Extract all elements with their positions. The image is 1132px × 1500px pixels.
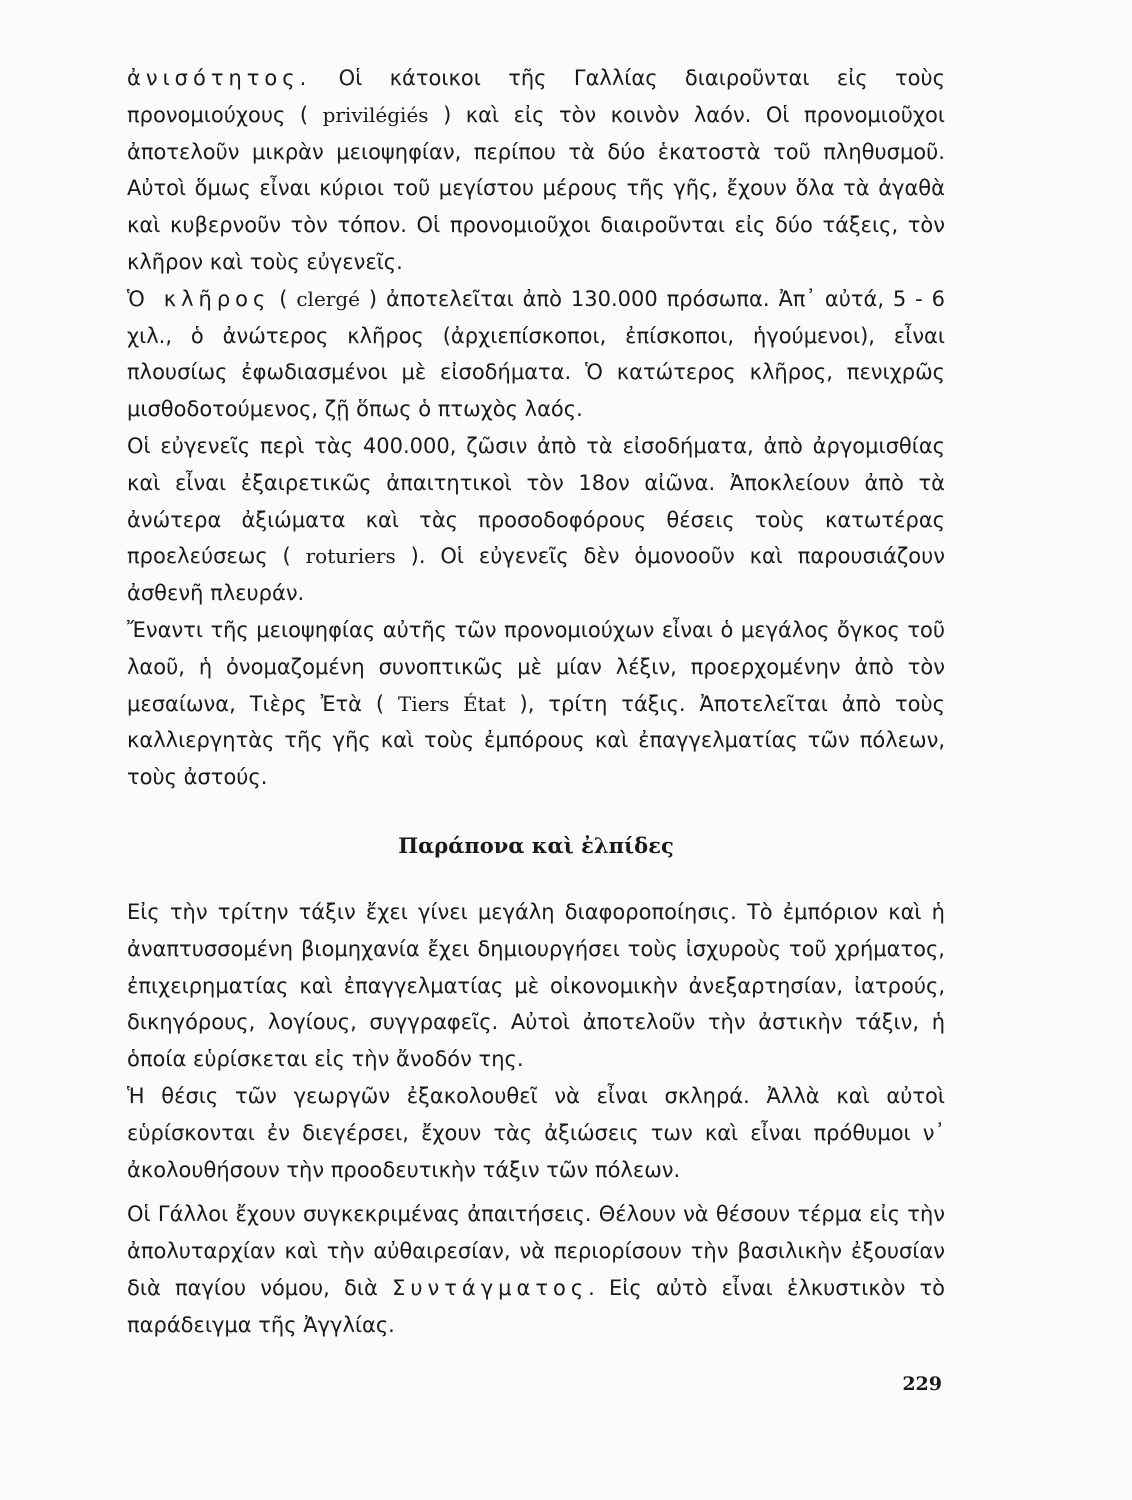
paragraph-text: ), τρίτη τάξις. Ἀποτελεῖται ἀπὸ τοὺς καλλιεργητὰς τῆς γῆς καὶ τοὺς ἐμπόρους καὶ ἐπαγγελματίας τῶν πόλεων, τοὺς ἀστούς.	[127, 691, 945, 790]
paragraph-differentiation	[127, 894, 945, 1078]
paragraph-text: Εἰς τὴν τρίτην τάξιν ἔχει γίνει μεγάλη διαφοροποίησις. Τὸ ἐμπόριον καὶ ἡ ἀναπτυσσομένη βιομηχανία ἔχει δημιουργήσει τοὺς ἰσχυροὺς τοῦ χρήματος, ἐπιχειρηματίας καὶ ἐπαγγελματίας μὲ οἰκονομικὴν ἀνεξαρτησίαν, ἰατρούς, δικηγόρους, λογίους, συγγραφεῖς. Αὐτοὶ ἀποτελοῦν τὴν ἀστικὴν τάξιν, ἡ ὁποία εὑρίσκεται εἰς τὴν ἄνοδόν της.	[127, 899, 945, 1072]
paragraph-text: ). Οἱ εὐγενεῖς δὲν ὁμονοοῦν καὶ παρουσιάζουν ἀσθενῆ πλευράν.	[127, 544, 945, 606]
latin-term: roturiers	[305, 544, 396, 569]
paragraph-text: Οἱ Γάλλοι ἔχουν συγκεκριμένας ἀπαιτήσεις. Θέλουν νὰ θέσουν τέρμα εἰς τὴν ἀπολυταρχίαν καὶ τὴν αὐθαιρεσίαν, νὰ περιορίσουν τὴν βασιλικὴν ἐξουσίαν διὰ παγίου νόμου, διὰ	[127, 1202, 945, 1300]
paragraph-text: . Εἰς αὐτὸ εἶναι ἑλκυστικὸν τὸ παράδειγμα τῆς Ἀγγλίας.	[127, 1275, 945, 1337]
paragraph-text: ) καὶ εἰς τὸν κοινὸν λαόν. Οἱ προνομιοῦχοι ἀποτελοῦν μικρὰν μειοψηφίαν, περίπου τὰ δύο ἑκατοστὰ τοῦ πληθυσμοῦ. Αὐτοὶ ὅμως εἶναι κύριοι τοῦ μεγίστου μέρους τῆς γῆς, ἔχουν ὅλα τὰ ἀγαθὰ καὶ κυβερνοῦν τὸν τόπον. Οἱ προνομιοῦχοι διαιροῦνται εἰς δύο τάξεις, τὸν κλῆρον καὶ τοὺς εὐγενεῖς.	[127, 102, 945, 274]
paragraph-farmers	[127, 1078, 945, 1188]
spaced-term: Ὁ κλῆρος	[127, 286, 271, 311]
paragraph-inequality	[127, 60, 945, 281]
paragraph-clergy	[127, 281, 945, 428]
paragraph-text: ) ἀποτελεῖται ἀπὸ 130.000 πρόσωπα. Ἀπ᾽ αὐτά, 5 - 6 χιλ., ὁ ἀνώτερος κλῆρος (ἀρχιεπίσκοποι, ἐπίσκοποι, ἡγούμενοι), εἶναι πλουσίως ἐφωδιασμένοι μὲ εἰσοδήματα. Ὁ κατώτερος κλῆρος, πενιχρῶς μισθοδοτούμενος, ζῇ ὅπως ὁ πτωχὸς λαός.	[127, 286, 946, 422]
paragraph-text: Ἡ θέσις τῶν γεωργῶν ἐξακολουθεῖ νὰ εἶναι σκληρά. Ἀλλὰ καὶ αὐτοὶ εὑρίσκονται ἐν διεγέρσει, ἔχουν τὰς ἀξιώσεις των καὶ εἶναι πρόθυμοι ν᾽ ἀκολουθήσουν τὴν προοδευτικὴν τάξιν τῶν πόλεων.	[127, 1083, 945, 1182]
paragraph-text: Οἱ κάτοικοι τῆς Γαλλίας διαιροῦνται εἰς τοὺς προνομιούχους (	[127, 66, 945, 127]
section-heading: Παράπονα καὶ ἐλπίδες	[398, 832, 674, 858]
page-number: 229	[902, 1373, 942, 1395]
latin-term: clergé	[296, 286, 360, 311]
latin-term: Tiers État	[398, 691, 506, 716]
paragraph-third-estate	[127, 612, 945, 796]
paragraph-text: Οἱ εὐγενεῖς περὶ τὰς 400.000, ζῶσιν ἀπὸ τὰ εἰσοδήματα, ἀπὸ ἀργομισθίας καὶ εἶναι ἐξαιρετικῶς ἀπαιτητικοὶ τὸν 18ον αἰῶνα. Ἀποκλείουν ἀπὸ τὰ ἀνώτερα ἀξιώματα καὶ τὰς προσοδοφόρους θέσεις τοὺς κατωτέρας προελεύσεως (	[127, 433, 945, 569]
latin-term: privilégiés	[322, 102, 429, 127]
paragraph-text: Ἔναντι τῆς μειοψηφίας αὐτῆς τῶν προνομιούχων εἶναι ὁ μεγάλος ὄγκος τοῦ λαοῦ, ἡ ὀνομαζομένη συνοπτικῶς μὲ μίαν λέξιν, προερχομένην ἀπὸ τὸν μεσαίωνα, Τιὲρς Ἐτὰ (	[127, 617, 945, 716]
paragraph-demands	[127, 1196, 945, 1343]
text-column	[127, 60, 945, 1344]
paragraph-text: (	[270, 286, 297, 311]
paragraph-nobility	[127, 428, 945, 612]
spaced-term: Συντάγματος	[392, 1275, 589, 1300]
spaced-term: ἀνισότητος.	[127, 66, 312, 90]
